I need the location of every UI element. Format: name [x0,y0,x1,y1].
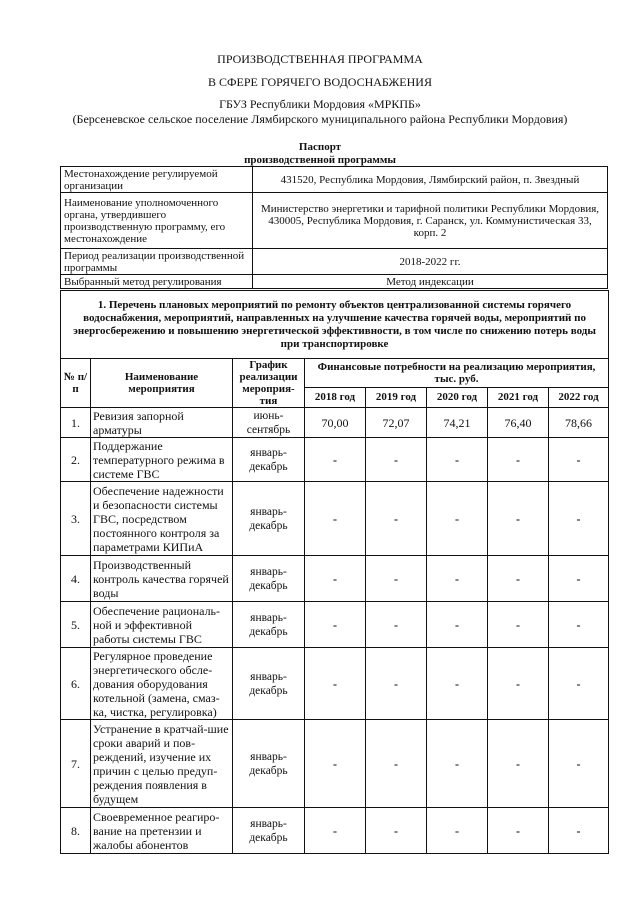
section-title: 1. Перечень плановых мероприятий по ремонту объектов централизованной системы горячего водоснабжения, мероприятий, направленных на улучшение качества горячей воды, мероприятий по энергосбережению и повышению энергетической эффективности, в том числе по снижению потерь воды при транспортировке [61,291,609,359]
measure-schedule: январь-декабрь [233,720,305,808]
row-number: 6. [61,648,91,720]
passport-label: Наименование уполномоченного органа, утвердившего производственную программу, его местонахождение [61,193,253,249]
value-cell: - [488,482,549,556]
passport-row-authority [61,193,608,249]
measure-schedule: январь-декабрь [233,648,305,720]
value-cell: - [549,648,609,720]
value-cell: - [427,556,488,602]
program-title: ПРОИЗВОДСТВЕННАЯ ПРОГРАММА [217,52,423,66]
value-cell: - [305,482,366,556]
row-number: 1. [61,408,91,438]
passport-label: Местонахождение регулируемой организации [61,167,253,193]
table-row [61,808,609,854]
value-cell: - [366,482,427,556]
value-cell: 74,21 [427,408,488,438]
row-number: 4. [61,556,91,602]
value-cell: - [549,602,609,648]
measures-table [60,290,609,854]
value-cell: - [549,808,609,854]
value-cell: - [488,438,549,482]
column-header-schedule: График реализации мероприя-тия [233,359,305,408]
year-header: 2021 год [488,387,549,407]
row-number: 8. [61,808,91,854]
measure-name: Регулярное проведение энергетического обсле-дования оборудования котельной (замена, смаз-ка, чистка, регулировка) [91,648,233,720]
passport-row-method [61,275,608,289]
table-row [61,556,609,602]
measure-name: Обеспечение рациональ-ной и эффективной работы системы ГВС [91,602,233,648]
measure-schedule: январь-декабрь [233,438,305,482]
value-cell: - [366,720,427,808]
measure-name: Производственный контроль качества горячей воды [91,556,233,602]
organization-location: (Берсеневское сельское поселение Лямбирского муниципального района Республики Мордовия) [72,112,568,126]
measure-name: Обеспечение надежности и безопасности системы ГВС, посредством постоянного контроля за параметрами КИПиА [91,482,233,556]
value-cell: - [549,556,609,602]
value-cell: - [305,602,366,648]
value-cell: - [549,482,609,556]
value-cell: - [427,602,488,648]
value-cell: - [488,648,549,720]
row-number: 5. [61,602,91,648]
value-cell: - [427,648,488,720]
table-row [61,602,609,648]
passport-label: Выбранный метод регулирования [61,275,253,289]
value-cell: 76,40 [488,408,549,438]
value-cell: - [305,648,366,720]
value-cell: 78,66 [549,408,609,438]
value-cell: - [305,556,366,602]
value-cell: - [549,720,609,808]
measure-name: Поддержание температурного режима в системе ГВС [91,438,233,482]
column-header-number: № п/п [61,359,91,408]
measure-name: Своевременное реагиро-вание на претензии и жалобы абонентов [91,808,233,854]
passport-subtitle: производственной программы [244,154,396,166]
year-header: 2020 год [427,387,488,407]
table-row [61,482,609,556]
value-cell: - [488,720,549,808]
passport-row-period [61,249,608,275]
passport-table [60,166,608,289]
table-row [61,648,609,720]
value-cell: 72,07 [366,408,427,438]
passport-value: 431520, Республика Мордовия, Лямбирский район, п. Звездный [253,167,608,193]
table-row [61,438,609,482]
year-header: 2022 год [549,387,609,407]
value-cell: - [305,808,366,854]
row-number: 3. [61,482,91,556]
organization-name: ГБУЗ Республики Мордовия «МРКПБ» [219,97,421,111]
table-row [61,408,609,438]
program-sphere: В СФЕРЕ ГОРЯЧЕГО ВОДОСНАБЖЕНИЯ [208,75,432,89]
measure-schedule: июнь-сентябрь [233,408,305,438]
passport-value: 2018-2022 гг. [253,249,608,275]
value-cell: - [366,602,427,648]
passport-label: Период реализации производственной программы [61,249,253,275]
value-cell: - [366,648,427,720]
measure-schedule: январь-декабрь [233,556,305,602]
value-cell: - [427,438,488,482]
passport-row-location [61,167,608,193]
value-cell: - [366,808,427,854]
value-cell: - [305,720,366,808]
measure-name: Устранение в кратчай-шие сроки аварий и пов-реждений, изучение их причин с целью предуп-реждения появления в будущем [91,720,233,808]
value-cell: - [366,556,427,602]
passport-title: Паспорт [298,141,342,153]
column-header-name: Наименование мероприятия [91,359,233,408]
column-header-finance: Финансовые потребности на реализацию мероприятия, тыс. руб. [305,359,609,388]
year-header: 2019 год [366,387,427,407]
value-cell: - [488,602,549,648]
table-row [61,720,609,808]
value-cell: 70,00 [305,408,366,438]
value-cell: - [427,482,488,556]
passport-value: Метод индексации [253,275,608,289]
row-number: 7. [61,720,91,808]
value-cell: - [488,808,549,854]
value-cell: - [427,720,488,808]
measure-name: Ревизия запорной арматуры [91,408,233,438]
row-number: 2. [61,438,91,482]
value-cell: - [305,438,366,482]
year-header: 2018 год [305,387,366,407]
value-cell: - [549,438,609,482]
measure-schedule: январь-декабрь [233,482,305,556]
passport-value: Министерство энергетики и тарифной политики Республики Мордовия, 430005, Республика Мордовия, г. Саранск, ул. Коммунистическая 33, корп. 2 [253,193,608,249]
measure-schedule: январь-декабрь [233,808,305,854]
value-cell: - [488,556,549,602]
measure-schedule: январь-декабрь [233,602,305,648]
value-cell: - [427,808,488,854]
value-cell: - [366,438,427,482]
